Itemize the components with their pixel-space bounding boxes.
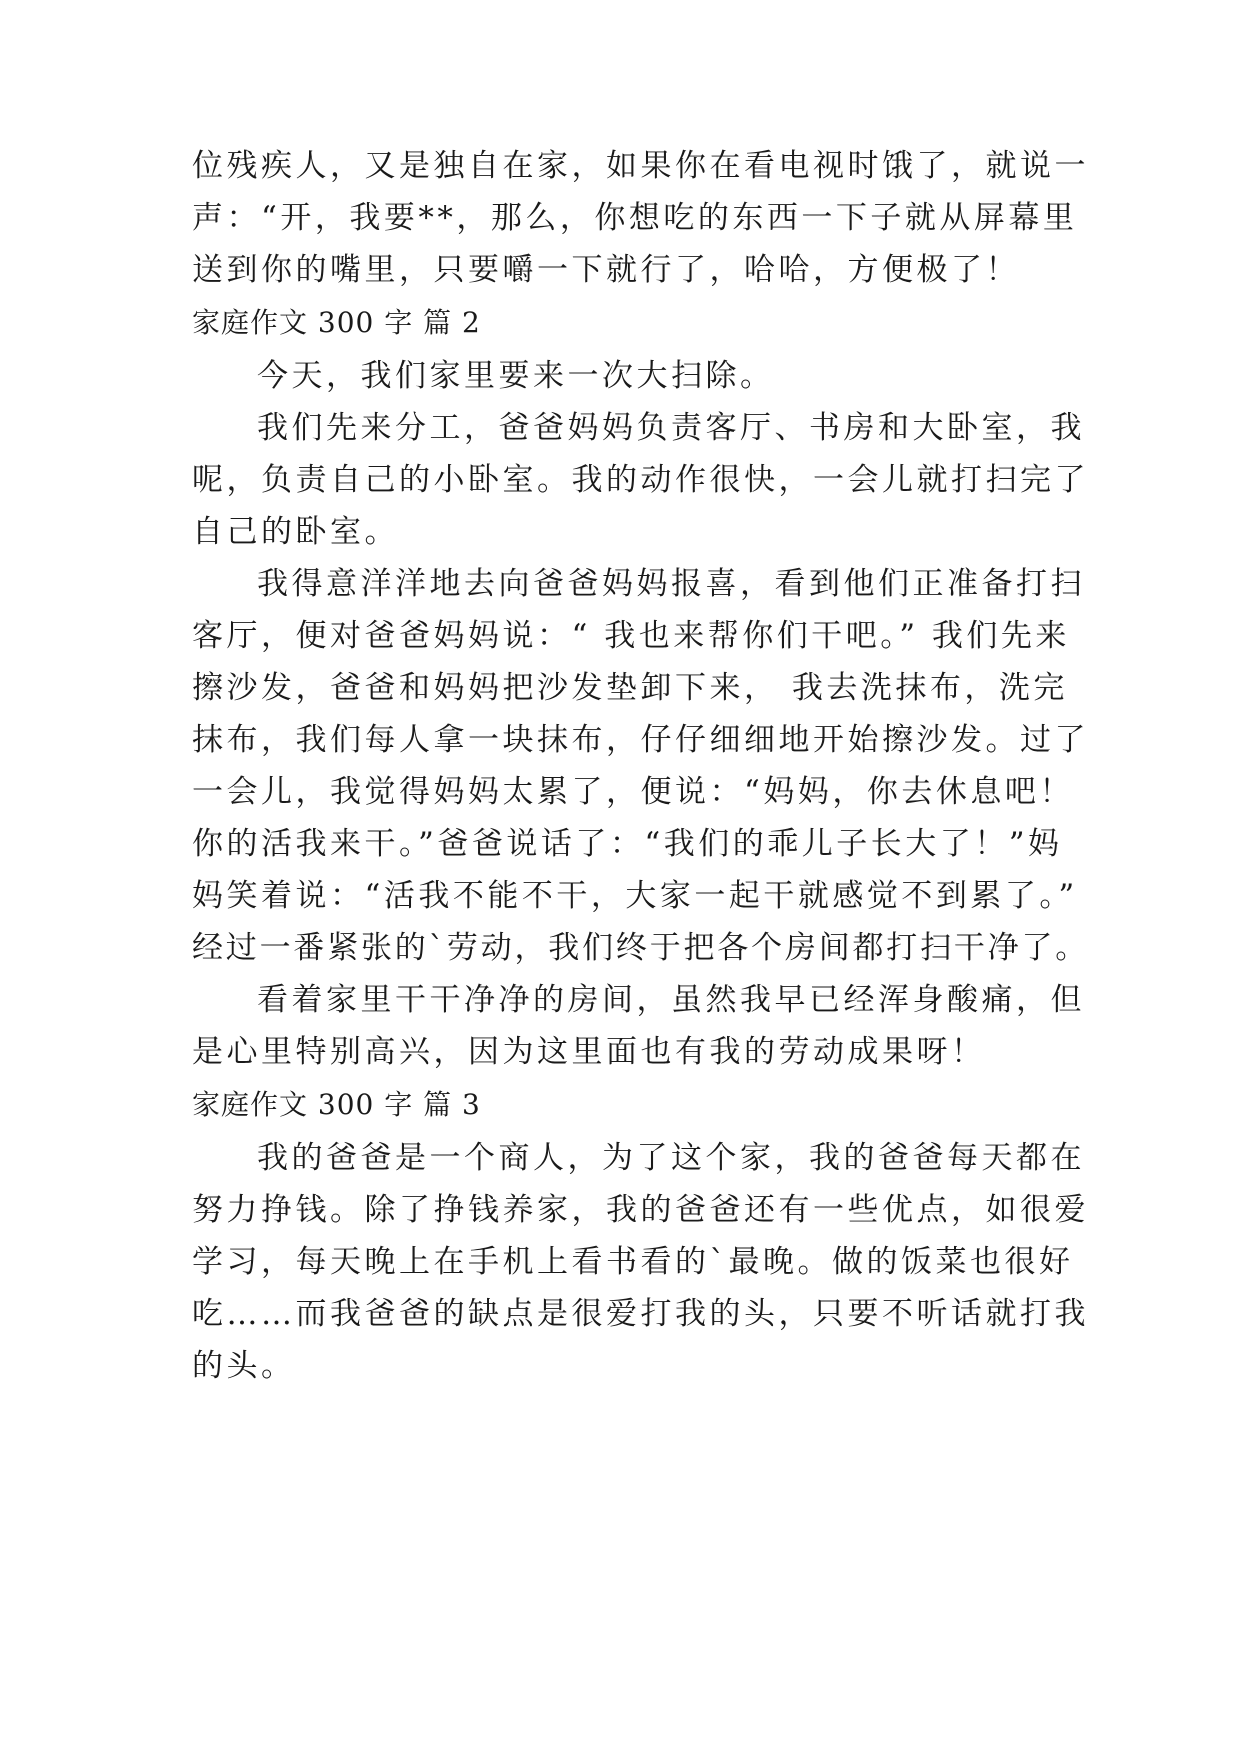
paragraph-line: 声：“开，我要**，那么，你想吃的东西一下子就从屏幕里	[192, 200, 1078, 236]
paragraph-line: 的头。	[192, 1348, 296, 1384]
paragraph-line: 我得意洋洋地去向爸爸妈妈报喜，看到他们正准备打扫	[257, 566, 1085, 602]
paragraph-line: 自己的卧室。	[192, 514, 399, 550]
paragraph-line: 学习，每天晚上在手机上看书看的`最晚。做的饭菜也很好	[192, 1244, 1074, 1280]
paragraph-line: 今天，我们家里要来一次大扫除。	[257, 358, 775, 394]
paragraph-line: 你的活我来干。”爸爸说话了：“我们的乖儿子长大了！”妈	[192, 826, 1063, 862]
section-heading: 家庭作文 300 字 篇 2	[192, 306, 481, 339]
paragraph-line: 一会儿，我觉得妈妈太累了，便说：“妈妈，你去休息吧！	[192, 774, 1074, 810]
paragraph-line: 擦沙发，爸爸和妈妈把沙发垫卸下来， 我去洗抹布，洗完	[192, 670, 1068, 706]
paragraph-line: 我的爸爸是一个商人，为了这个家，我的爸爸每天都在	[257, 1140, 1085, 1176]
paragraph-line: 抹布，我们每人拿一块抹布，仔仔细细地开始擦沙发。过了	[192, 722, 1089, 758]
section-heading: 家庭作文 300 字 篇 3	[192, 1088, 481, 1121]
paragraph-line: 是心里特别高兴，因为这里面也有我的劳动成果呀！	[192, 1034, 986, 1070]
paragraph-line: 努力挣钱。除了挣钱养家，我的爸爸还有一些优点，如很爱	[192, 1192, 1089, 1228]
paragraph-line: 客厅，便对爸爸妈妈说：“ 我也来帮你们干吧。” 我们先来	[192, 618, 1070, 654]
paragraph-line: 送到你的嘴里，只要嚼一下就行了，哈哈，方便极了！	[192, 252, 1020, 288]
paragraph-line: 吃……而我爸爸的缺点是很爱打我的头，只要不听话就打我	[192, 1296, 1089, 1332]
paragraph-line: 经过一番紧张的`劳动，我们终于把各个房间都打扫干净了。	[192, 930, 1090, 966]
paragraph-line: 我们先来分工，爸爸妈妈负责客厅、书房和大卧室，我	[257, 410, 1085, 446]
paragraph-line: 位残疾人，又是独自在家，如果你在看电视时饿了，就说一	[192, 148, 1089, 184]
paragraph-line: 妈笑着说：“活我不能不干，大家一起干就感觉不到累了。”	[192, 878, 1078, 914]
paragraph-line: 看着家里干干净净的房间，虽然我早已经浑身酸痛，但	[257, 982, 1085, 1018]
paragraph-line: 呢，负责自己的小卧室。我的动作很快，一会儿就打扫完了	[192, 462, 1089, 498]
